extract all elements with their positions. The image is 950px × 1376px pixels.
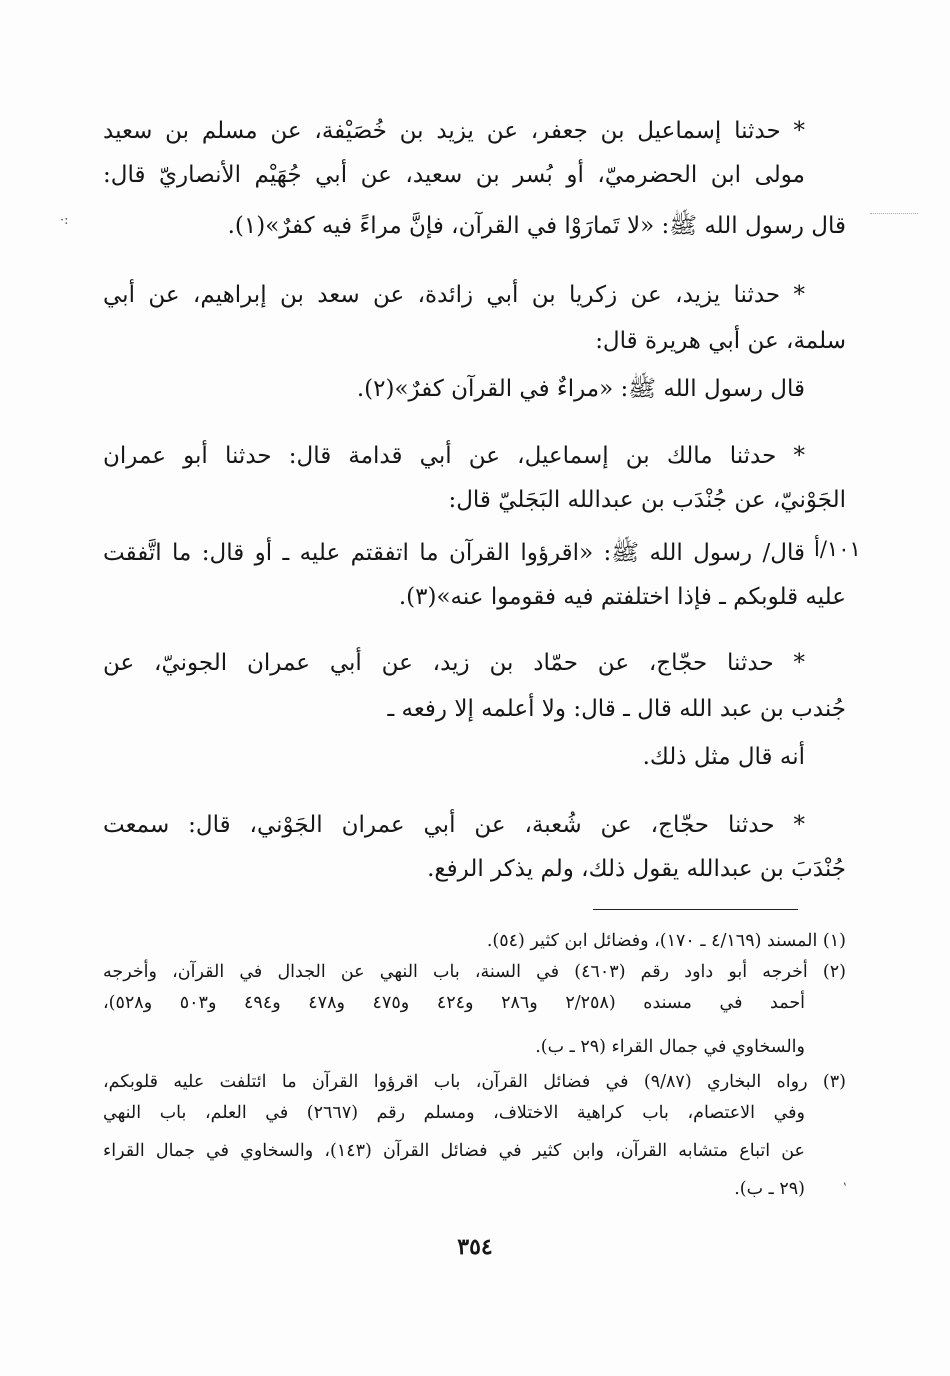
hadith-text-line: عليه قلوبكم ـ فإذا اختلفتم فيه فقوموا عنه»(٣). — [398, 584, 846, 610]
footnote-line: أحمد في مسنده (٢/٢٥٨ و٢٨٦ و٤٢٤ و٤٧٥ و٤٧٨ و٤٩٤ و٥٠٣ و٥٢٨)، — [103, 993, 806, 1013]
footnote-line: (٢٩ ـ ب). — [734, 1179, 805, 1199]
hadith-text-line: * حدثنا إسماعيل بن جعفر، عن يزيد بن خُصَيْفة، عن مسلم بن سعيد — [103, 118, 805, 144]
footnote-line: وفي الاعتصام، باب كراهية الاختلاف، ومسلم رقم (٢٦٦٧) في العلم، باب النهي — [103, 1103, 805, 1123]
hadith-text-line: * حدثنا مالك بن إسماعيل، عن أبي قدامة قال: حدثنا أبو عمران — [103, 443, 805, 469]
hadith-text-line: سلمة، عن أبي هريرة قال: — [595, 328, 846, 354]
hadith-text-line: أنه قال مثل ذلك. — [642, 744, 805, 770]
hadith-text-line: قال/ رسول الله ﷺ: «اقرؤوا القرآن ما اتفقتم عليه ـ أو قال: ما اتَّفقت — [103, 540, 805, 566]
footnote-line: (٢) أخرجه أبو داود رقم (٤٦٠٣) في السنة، باب النهي عن الجدال في القرآن، وأخرجه — [103, 962, 846, 982]
hadith-text-line: جُنْدَبَ بن عبدالله يقول ذلك، ولم يذكر الرفع. — [427, 856, 846, 882]
footnote-line: عن اتباع متشابه القرآن، وابن كثير في فضائل القرآن (١٤٣)، والسخاوي في جمال القراء — [103, 1141, 805, 1161]
footnote-separator — [593, 909, 798, 910]
hadith-text-line: الجَوْنيّ، عن جُنْدَب بن عبدالله البَجَليّ قال: — [448, 487, 846, 513]
scan-speck: ·: — [60, 213, 69, 228]
footnote-line: (٣) رواه البخاري (٩/٨٧) في فضائل القرآن، باب اقرؤوا القرآن ما ائتلفت عليه قلوبكم، — [103, 1072, 846, 1092]
scan-speck: ‛ — [843, 1181, 848, 1196]
scan-edge-mark — [870, 213, 918, 214]
hadith-text-line: قال رسول الله ﷺ: «مراءٌ في القرآن كفرٌ»(٢). — [356, 376, 805, 402]
footnote-line: والسخاوي في جمال القراء (٢٩ ـ ب). — [535, 1037, 805, 1057]
page-number: ٣٥٤ — [457, 1234, 493, 1260]
manuscript-folio-note: ١٠١/أ — [814, 537, 861, 561]
hadith-text-line: * حدثنا يزيد، عن زكريا بن أبي زائدة، عن سعد بن إبراهيم، عن أبي — [103, 282, 805, 308]
hadith-text-line: مولى ابن الحضرميّ، أو بُسر بن سعيد، عن أبي جُهَيْم الأنصاريّ قال: — [103, 162, 805, 188]
hadith-text-line: * حدثنا حجّاج، عن حمّاد بن زيد، عن أبي عمران الجونيّ، عن — [103, 650, 805, 676]
hadith-text-line: قال رسول الله ﷺ: «لا تَمارَوْا في القرآن، فإنَّ مراءً فيه كفرٌ»(١). — [227, 213, 846, 239]
footnote-line: (١) المسند (٤/١٦٩ ـ ١٧٠)، وفضائل ابن كثير (٥٤). — [486, 931, 846, 951]
hadith-text-line: جُندب بن عبد الله قال ـ قال: ولا أعلمه إلا رفعه ـ — [387, 696, 846, 722]
hadith-text-line: * حدثنا حجّاج، عن شُعبة، عن أبي عمران الجَوْني، قال: سمعت — [103, 812, 805, 838]
